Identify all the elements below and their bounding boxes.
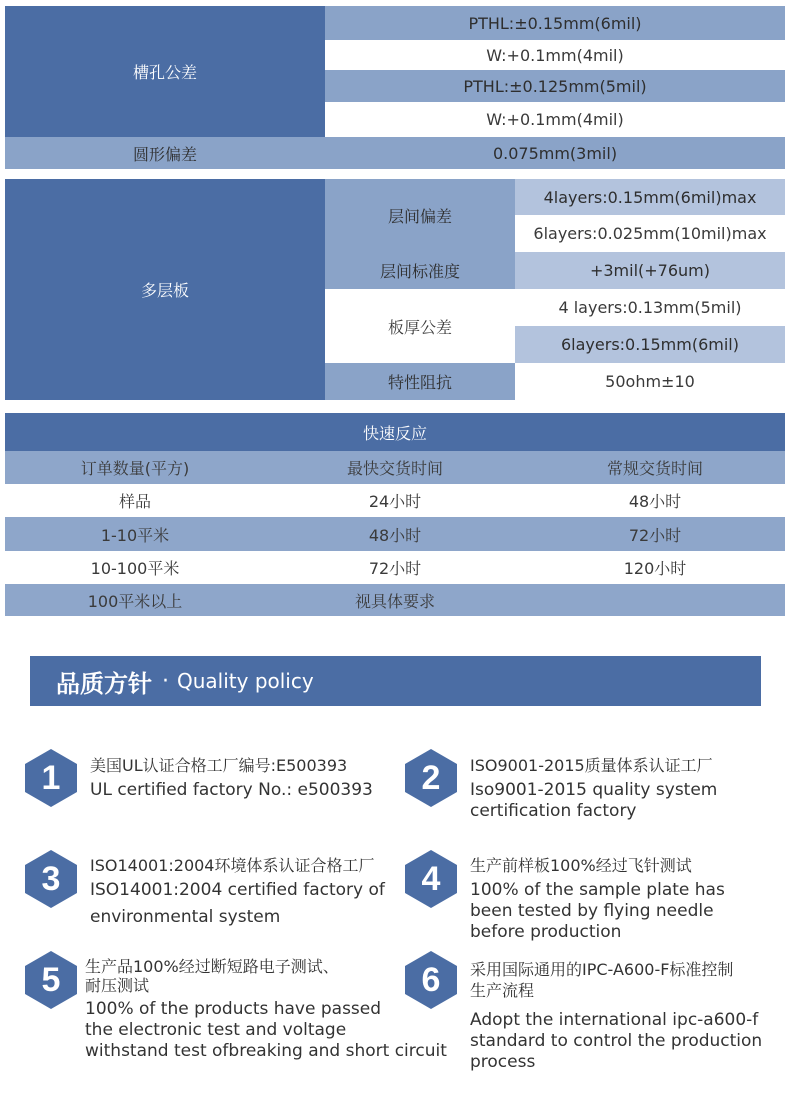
quality-policy-banner	[30, 656, 761, 706]
thickness-tolerance-value-2: 6layers:0.15mm(6mil)	[515, 326, 785, 363]
row-qty: 10-100平米	[90, 559, 180, 578]
item-4-en-line-3: before production	[470, 922, 622, 942]
interlayer-align-label: 层间标准度	[325, 252, 515, 289]
item-6-en-line-3: process	[470, 1052, 536, 1072]
quality-policy-title-cn: 品质方针	[56, 669, 152, 698]
item-5-en-line-1: 100% of the products have passed	[85, 999, 382, 1019]
row-qty: 100平米以上	[87, 591, 183, 611]
item-3-en-line-2: environmental system	[90, 907, 281, 927]
fast-response-title: 快速反应	[5, 413, 785, 451]
round-tolerance-value: 0.075mm(3mil)	[325, 137, 785, 169]
number-2-badge-icon	[403, 748, 459, 808]
item-6-cn-line-1: 采用国际通用的IPC-A600-F标准控制	[470, 960, 734, 979]
number-1-badge-icon	[23, 748, 79, 808]
row-fastest: 72小时	[368, 559, 422, 578]
interlayer-offset-value-2: 6layers:0.025mm(10mil)max	[515, 215, 785, 252]
header-normal-delivery: 常规交货时间	[606, 459, 703, 478]
number-3-badge-icon	[23, 849, 79, 909]
row-requirement: 视具体要求	[354, 591, 435, 611]
table-row	[5, 517, 785, 551]
item-1-en: UL certified factory No.: e500393	[90, 780, 373, 800]
item-1-cn: 美国UL认证合格工厂编号:E500393	[90, 756, 348, 775]
header-order-qty: 订单数量(平方)	[80, 459, 190, 478]
interlayer-align-value: +3mil(+76um)	[515, 252, 785, 289]
row-qty: 样品	[118, 492, 151, 511]
slot-tolerance-value-3: PTHL:±0.125mm(5mil)	[325, 70, 785, 102]
item-5-cn-line-2: 耐压测试	[85, 976, 150, 995]
row-normal: 48小时	[628, 492, 682, 511]
interlayer-offset-value-1: 4layers:0.15mm(6mil)max	[515, 179, 785, 215]
round-tolerance-label: 圆形偏差	[5, 137, 325, 169]
svg-text:6: 6	[421, 961, 441, 999]
item-5-en-line-2: the electronic test and voltage	[85, 1020, 347, 1040]
number-4-badge-icon	[403, 849, 459, 909]
number-5-badge-icon	[23, 950, 79, 1010]
item-3-cn: ISO14001:2004环境体系认证合格工厂	[90, 856, 375, 875]
number-6-badge-icon	[403, 950, 459, 1010]
row-normal: 72小时	[628, 525, 682, 545]
slot-tolerance-value-1: PTHL:±0.15mm(6mil)	[325, 6, 785, 40]
quality-policy-title-en: Quality policy	[177, 669, 314, 693]
thickness-tolerance-value-1: 4 layers:0.13mm(5mil)	[515, 289, 785, 326]
row-fastest: 48小时	[368, 525, 422, 545]
table-row	[5, 551, 785, 584]
item-6-en-line-2: standard to control the production	[470, 1031, 763, 1051]
multilayer-label: 多层板	[5, 179, 325, 400]
slot-tolerance-value-2: W:+0.1mm(4mil)	[325, 40, 785, 70]
item-4-en-line-2: been tested by flying needle	[470, 901, 714, 921]
item-6-en-line-1: Adopt the international ipc-a600-f	[470, 1010, 759, 1030]
svg-text:1: 1	[41, 759, 61, 797]
table-row	[5, 484, 785, 517]
item-5-cn-line-1: 生产品100%经过断短路电子测试、	[85, 957, 339, 976]
impedance-label: 特性阻抗	[325, 363, 515, 400]
slot-tolerance-label: 槽孔公差	[5, 6, 325, 137]
svg-text:2: 2	[421, 759, 441, 797]
item-5-en-line-3: withstand test ofbreaking and short circuit	[85, 1041, 447, 1061]
item-4-cn: 生产前样板100%经过飞针测试	[470, 856, 692, 875]
item-2-en-line-1: Iso9001-2015 quality system	[470, 780, 718, 800]
slot-tolerance-value-4: W:+0.1mm(4mil)	[325, 102, 785, 137]
item-2-en-line-2: certification factory	[470, 801, 637, 821]
table-row	[5, 584, 785, 616]
svg-text:5: 5	[41, 961, 61, 999]
row-qty: 1-10平米	[100, 525, 170, 545]
fast-response-header-row	[5, 451, 785, 484]
thickness-tolerance-label: 板厚公差	[325, 289, 515, 363]
item-3-en-line-1: ISO14001:2004 certified factory of	[90, 880, 385, 900]
item-4-en-line-1: 100% of the sample plate has	[470, 880, 725, 900]
row-fastest: 24小时	[368, 492, 422, 511]
impedance-value: 50ohm±10	[515, 363, 785, 400]
interlayer-offset-label: 层间偏差	[325, 179, 515, 252]
svg-text:3: 3	[41, 860, 61, 898]
quality-policy-dot: ·	[162, 668, 169, 694]
header-fastest-delivery: 最快交货时间	[346, 459, 443, 478]
svg-text:4: 4	[421, 860, 441, 898]
item-6-cn-line-2: 生产流程	[470, 981, 535, 1000]
item-2-cn: ISO9001-2015质量体系认证工厂	[470, 756, 713, 775]
row-normal: 120小时	[623, 559, 687, 578]
